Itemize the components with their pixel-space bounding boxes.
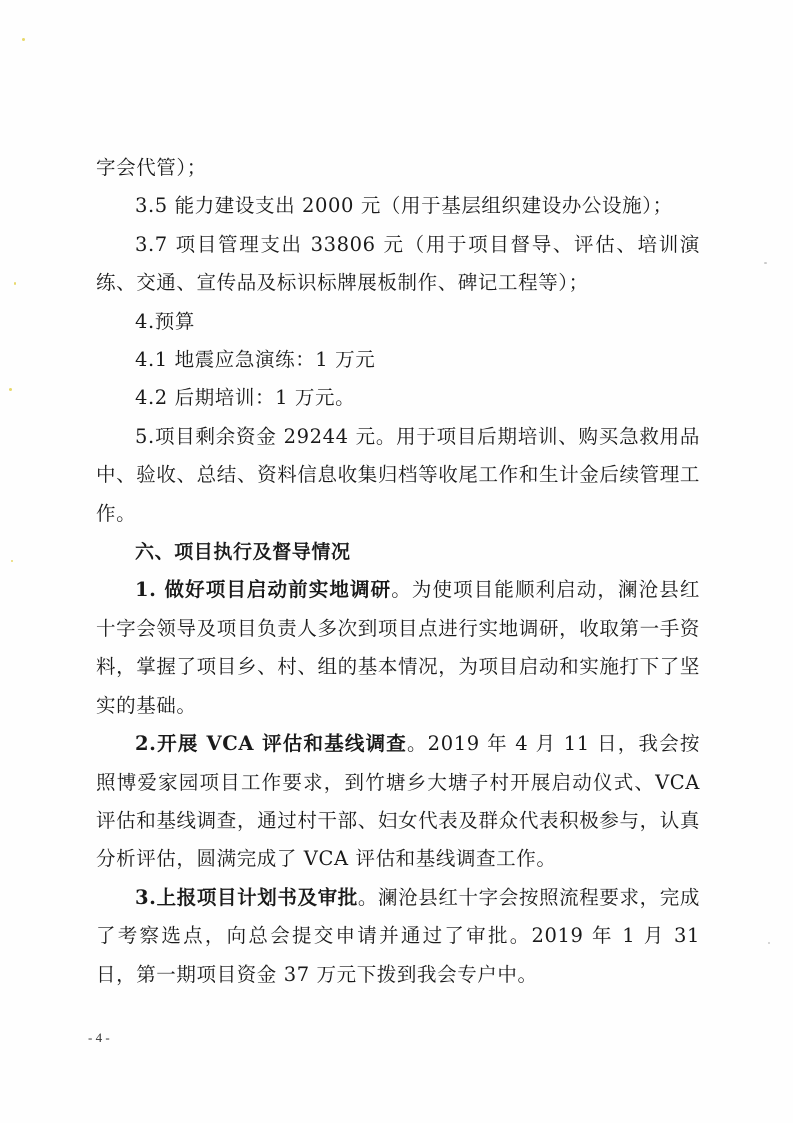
paragraph: 字会代管）； — [96, 156, 207, 179]
paragraph-text: 。为使项目能顺利启动，澜沧县红十字会领导及项目负责人多次到项目点进行实地调研，收取第一手资料，掌握了项目乡、村、组的基本情况，为项目启动和实施打下了坚实的基础。 — [96, 578, 700, 717]
paragraph: 4.预算 — [135, 309, 196, 333]
paragraph: 5.项目剩余资金 29244 元。用于项目后期培训、购买急救用品中、验收、总结、资料信息收集归档等收尾工作和生计金后续管理工作。 — [96, 424, 700, 525]
scan-speck — [14, 282, 16, 285]
scan-speck — [11, 560, 13, 562]
paragraph: 4.2 后期培训：1 万元。 — [135, 386, 356, 410]
scan-speck — [9, 388, 12, 391]
paragraph: 4.1 地震应急演练：1 万元 — [135, 348, 376, 372]
document-body — [96, 149, 700, 994]
paragraph — [96, 725, 700, 879]
paragraph: 3.7 项目管理支出 33806 元（用于项目督导、评估、培训演练、交通、宣传品及标识标牌展板制作、碑记工程等）； — [96, 232, 700, 295]
paragraph-text: 。澜沧县红十字会按照流程要求，完成了考察选点，向总会提交申请并通过了审批。2019 年 1 月 31 日，第一期项目资金 37 万元下拨到我会专户中。 — [96, 885, 700, 986]
paragraph-lead: 2.开展 VCA 评估和基线调查 — [135, 732, 407, 756]
paragraph-lead: 1. 做好项目启动前实地调研 — [135, 578, 392, 602]
section-heading: 六、项目执行及督导情况 — [135, 541, 351, 564]
page-number: - 4 - — [88, 1030, 110, 1045]
scan-speck — [22, 38, 25, 41]
scan-speck — [768, 942, 770, 944]
paragraph-lead: 3.上报项目计划书及审批 — [135, 885, 358, 909]
paragraph-text: 。2019 年 4 月 11 日，我会按照博爱家园项目工作要求，到竹塘乡大塘子村开展启动仪式、VCA 评估和基线调查，通过村干部、妇女代表及群众代表积极参与，认真分析评估，圆满完成了 VCA 评估和基线调查工作。 — [96, 732, 700, 871]
scan-speck — [764, 262, 767, 264]
paragraph — [96, 879, 700, 994]
paragraph: 3.5 能力建设支出 2000 元（用于基层组织建设办公设施）； — [135, 194, 673, 218]
paragraph — [96, 571, 700, 725]
